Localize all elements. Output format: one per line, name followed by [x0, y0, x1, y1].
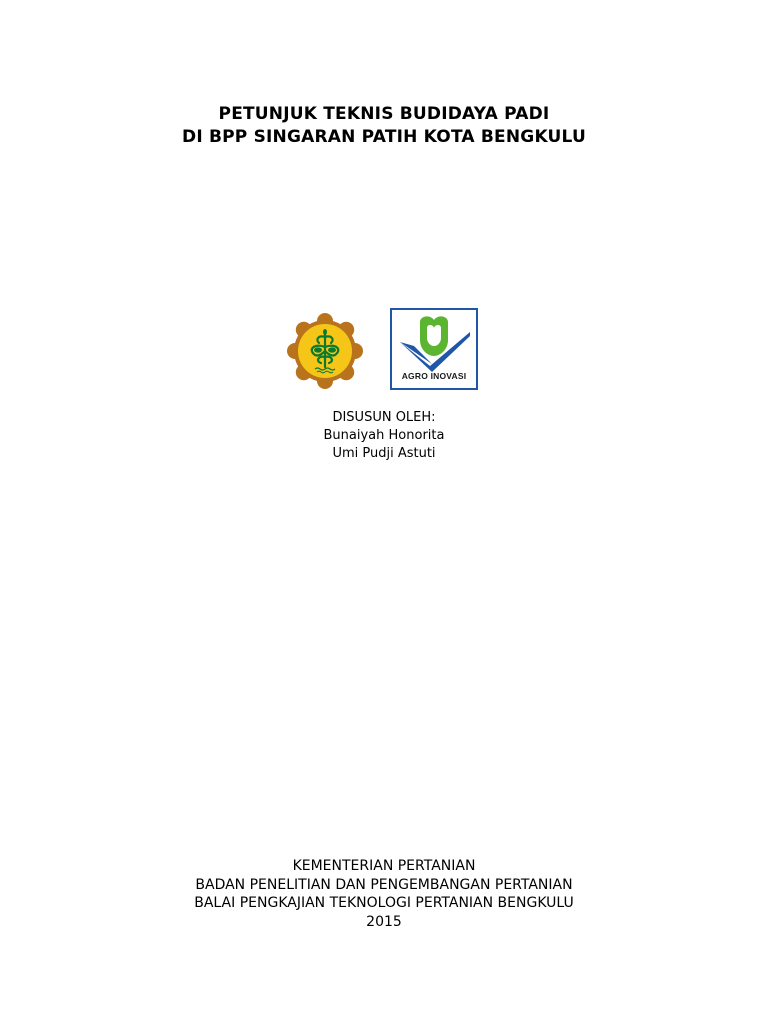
title-line-2: DI BPP SINGARAN PATIH KOTA BENGKULU: [182, 127, 586, 147]
publication-year: 2015: [366, 913, 402, 930]
ministry-name: KEMENTERIAN PERTANIAN: [292, 858, 476, 874]
author-name: Umi Pudji Astuti: [332, 446, 436, 461]
authors-heading: DISUSUN OLEH:: [332, 410, 436, 425]
authors-block: [0, 409, 768, 463]
title-line-1: PETUNJUK TEKNIS BUDIDAYA PADI: [218, 104, 550, 124]
logo-row: [0, 308, 768, 392]
agro-inovasi-label: AGRO INOVASI: [401, 371, 467, 381]
agro-inovasi-logo-icon: [390, 308, 478, 390]
agency-name: BADAN PENELITIAN DAN PENGEMBANGAN PERTANIAN: [195, 876, 573, 893]
author-name: Bunaiyah Honorita: [323, 428, 445, 443]
institute-name: BALAI PENGKAJIAN TEKNOLOGI PERTANIAN BENGKULU: [194, 895, 574, 911]
publisher-block: [0, 857, 768, 931]
kementerian-pertanian-emblem-icon: [287, 313, 363, 389]
document-title: [0, 103, 768, 149]
